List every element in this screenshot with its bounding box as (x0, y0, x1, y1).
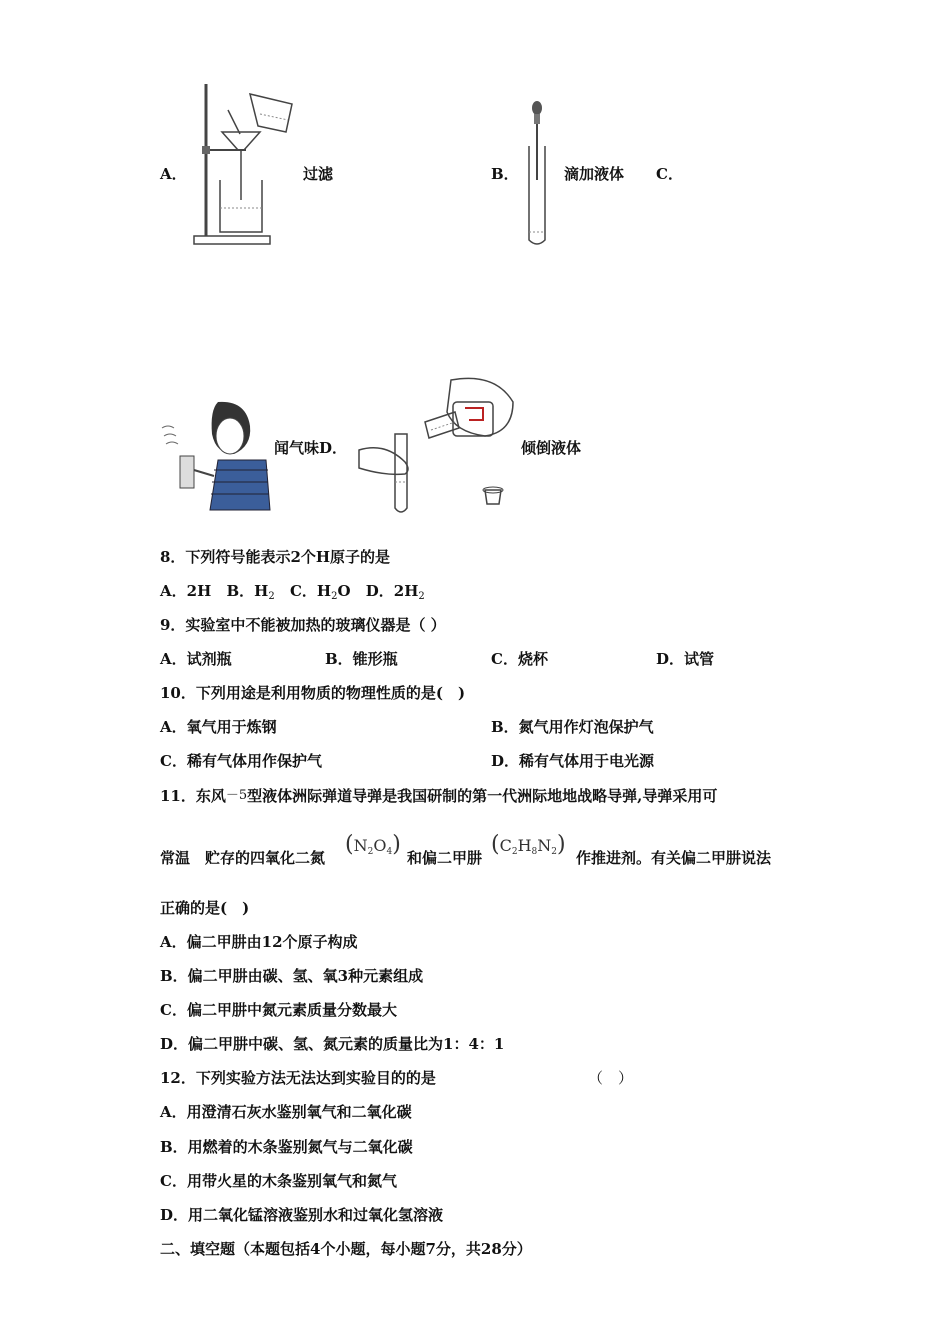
option-c-label: C． (656, 165, 683, 183)
q12-option-d: D．用二氧化锰溶液鉴别水和过氧化氢溶液 (160, 1206, 444, 1224)
filtration-apparatus-figure (188, 80, 300, 248)
option-d-text: 倾倒液体 (521, 439, 582, 457)
q8-option-a: A．2H (160, 582, 212, 600)
q9-stem: 9．实验室中不能被加热的玻璃仪器是（ ） (160, 616, 446, 634)
q9-option-a: A．试剂瓶 (160, 650, 232, 668)
dropper-test-tube-figure (522, 100, 554, 250)
q12-stem: 12．下列实验方法无法达到实验目的的是 (160, 1069, 436, 1087)
smelling-gas-figure (158, 396, 272, 514)
q11-option-c: C．偏二甲肼中氮元素质量分数最大 (160, 1001, 397, 1019)
section-heading: 二、填空题（本题包括4个小题，每小题7分，共28分） (160, 1240, 532, 1258)
option-b-label: B． (491, 165, 519, 183)
pouring-liquid-figure (355, 372, 520, 518)
n2o4-formula: $(N_2O_4)$ (345, 832, 401, 857)
q11-stem-line3: 正确的是( ) (160, 899, 250, 917)
q11-stem-line2-c: 作推进剂。有关偏二甲肼说法 (576, 849, 772, 867)
option-c-text: 闻气味D． (274, 439, 348, 457)
c2h8n2-formula: $(C_2H_8N_2)$ (491, 832, 566, 857)
q11-option-a: A．偏二甲肼由12个原子构成 (160, 933, 358, 951)
q9-option-c: C．烧杯 (491, 650, 548, 668)
q10-option-b: B．氮气用作灯泡保护气 (491, 718, 654, 736)
q12-option-a: A．用澄清石灰水鉴别氧气和二氧化碳 (160, 1103, 412, 1121)
q8-option-b: B．$H_2$ (226, 582, 275, 602)
q12-option-c: C．用带火星的木条鉴别氧气和氮气 (160, 1172, 397, 1190)
q8-options (160, 581, 425, 607)
q11-option-b: B．偏二甲肼由碳、氢、氧3种元素组成 (160, 967, 424, 985)
q12-option-b: B．用燃着的木条鉴别氮气与二氧化碳 (160, 1138, 413, 1156)
option-b-text: 滴加液体 (564, 165, 625, 183)
q10-option-d: D．稀有气体用于电光源 (491, 752, 655, 770)
q10-stem: 10．下列用途是利用物质的物理性质的是( ) (160, 684, 466, 702)
q10-option-a: A．氧气用于炼钢 (160, 718, 277, 736)
q11-stem-line1: 11．东风－5型液体洲际弹道导弹是我国研制的第一代洲际地地战略导弹,导弹采用可 (160, 787, 718, 805)
q11-option-d: D．偏二甲肼中碳、氢、氮元素的质量比为1：4：1 (160, 1035, 505, 1053)
q8-option-c: C．$H_2O$ (289, 582, 351, 602)
q12-answer-paren: （ ） (588, 1069, 634, 1087)
q10-option-c: C．稀有气体用作保护气 (160, 752, 322, 770)
q8-option-d: D．$2H_2$ (365, 582, 425, 602)
q11-stem-line2-a: 常温 贮存的四氧化二氮 (160, 849, 326, 867)
option-a-text: 过滤 (303, 165, 334, 183)
q11-stem-line2-b: 和偏二甲肼 (407, 849, 483, 867)
q9-option-d: D．试管 (656, 650, 715, 668)
q9-option-b: B．锥形瓶 (325, 650, 398, 668)
option-a-label: A． (160, 165, 187, 183)
q8-stem: 8．下列符号能表示2个H原子的是 (160, 548, 391, 566)
